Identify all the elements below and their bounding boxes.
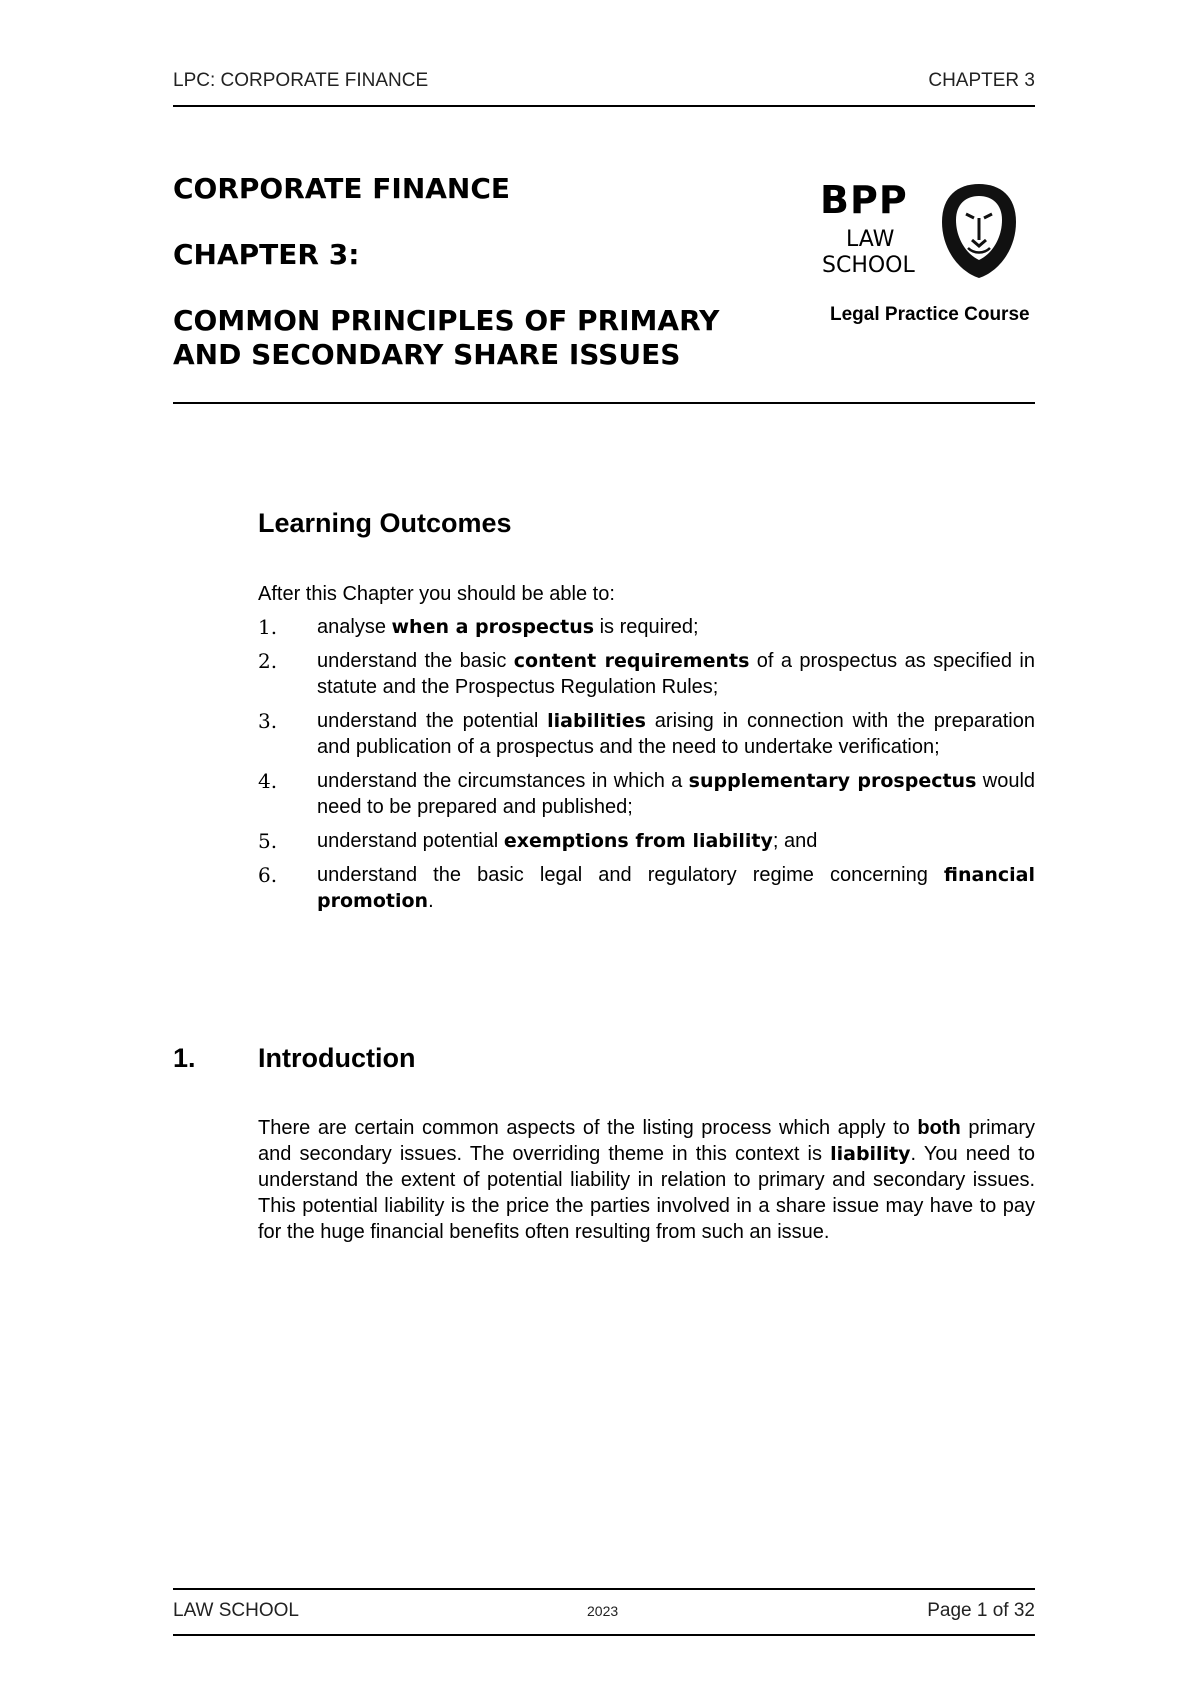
learning-outcomes-list <box>258 614 1035 922</box>
header-rule <box>173 105 1035 107</box>
outcome-text: . <box>428 890 434 912</box>
paragraph-text: . You need to understand the extent of potential liability in relation to primary and secondary issues. This potential liability is the price the parties involved in a share issue may have to pay for the huge financial benefits often resulting from such an issue. <box>258 1143 1035 1243</box>
outcome-keyword: financial promotion <box>317 864 1035 912</box>
outcome-number: 3. <box>258 709 278 733</box>
outcome-item <box>258 862 1035 914</box>
outcome-item <box>258 768 1035 820</box>
logo-bpp-text: BPP <box>820 178 908 222</box>
outcome-text: analyse <box>317 616 392 638</box>
chapter-title: COMMON PRINCIPLES OF PRIMARY AND SECONDARY SHARE ISSUES <box>173 304 720 371</box>
outcome-keyword: content requirements <box>513 650 750 672</box>
outcome-item <box>258 614 1035 640</box>
section-number: 1. <box>173 1043 196 1073</box>
footer-page-number: Page 1 of 32 <box>927 1600 1035 1621</box>
footer-rule-top <box>173 1588 1035 1590</box>
outcome-number: 1. <box>258 615 278 639</box>
outcome-keyword: liabilities <box>547 710 646 732</box>
footer-year: 2023 <box>587 1603 619 1619</box>
lion-head-icon <box>940 182 1018 280</box>
chapter-number: CHAPTER 3: <box>173 238 360 271</box>
header-course: LPC: CORPORATE FINANCE <box>173 70 429 91</box>
outcome-number: 2. <box>258 649 278 673</box>
section-title: Introduction <box>258 1043 416 1073</box>
outcome-text: of a prospectus as specified in statute and the Prospectus Regulation Rules; <box>317 650 1035 698</box>
paragraph-text: There are certain common aspects of the listing process which apply to <box>258 1117 918 1139</box>
outcome-number: 5. <box>258 829 278 853</box>
outcome-text: understand the basic <box>317 650 514 672</box>
outcome-text: understand potential <box>317 830 504 852</box>
outcome-text: is required; <box>594 616 699 638</box>
outcome-keyword: exemptions from liability <box>503 830 773 852</box>
logo-school-text: SCHOOL <box>822 253 915 278</box>
outcome-item <box>258 708 1035 760</box>
outcome-text: ; and <box>772 830 818 852</box>
footer-rule-bottom <box>173 1634 1035 1636</box>
running-header <box>173 70 1035 92</box>
header-chapter: CHAPTER 3 <box>928 70 1035 91</box>
outcome-text: arising in connection with the preparation and publication of a prospectus and the need to undertake verification; <box>317 710 1035 758</box>
footer-school: LAW SCHOOL <box>173 1600 299 1621</box>
course-title: CORPORATE FINANCE <box>173 172 511 205</box>
outcome-number: 4. <box>258 769 278 793</box>
learning-outcomes-heading: Learning Outcomes <box>258 508 512 538</box>
outcome-keyword: when a prospectus <box>391 616 595 638</box>
outcome-text: understand the potential <box>317 710 548 732</box>
outcome-item <box>258 648 1035 700</box>
logo-subtitle: Legal Practice Course <box>830 304 1030 325</box>
paragraph-emphasis: both <box>917 1117 961 1139</box>
bpp-law-school-logo <box>820 180 1050 330</box>
paragraph-text: primary and secondary issues. The overriding theme in this context is <box>258 1117 1035 1165</box>
outcome-item <box>258 828 1035 854</box>
logo-law-text: LAW <box>846 227 895 252</box>
outcome-number: 6. <box>258 863 278 887</box>
paragraph-emphasis: liability <box>830 1143 911 1165</box>
introduction-paragraph <box>258 1115 1035 1245</box>
outcome-text: understand the basic legal and regulatory regime concerning <box>317 864 944 886</box>
title-rule <box>173 402 1035 404</box>
outcome-keyword: supplementary prospectus <box>688 770 977 792</box>
outcome-text: would need to be prepared and published; <box>317 770 1036 818</box>
outcome-text: understand the circumstances in which a <box>317 770 689 792</box>
learning-outcomes-intro: After this Chapter you should be able to: <box>258 583 615 605</box>
